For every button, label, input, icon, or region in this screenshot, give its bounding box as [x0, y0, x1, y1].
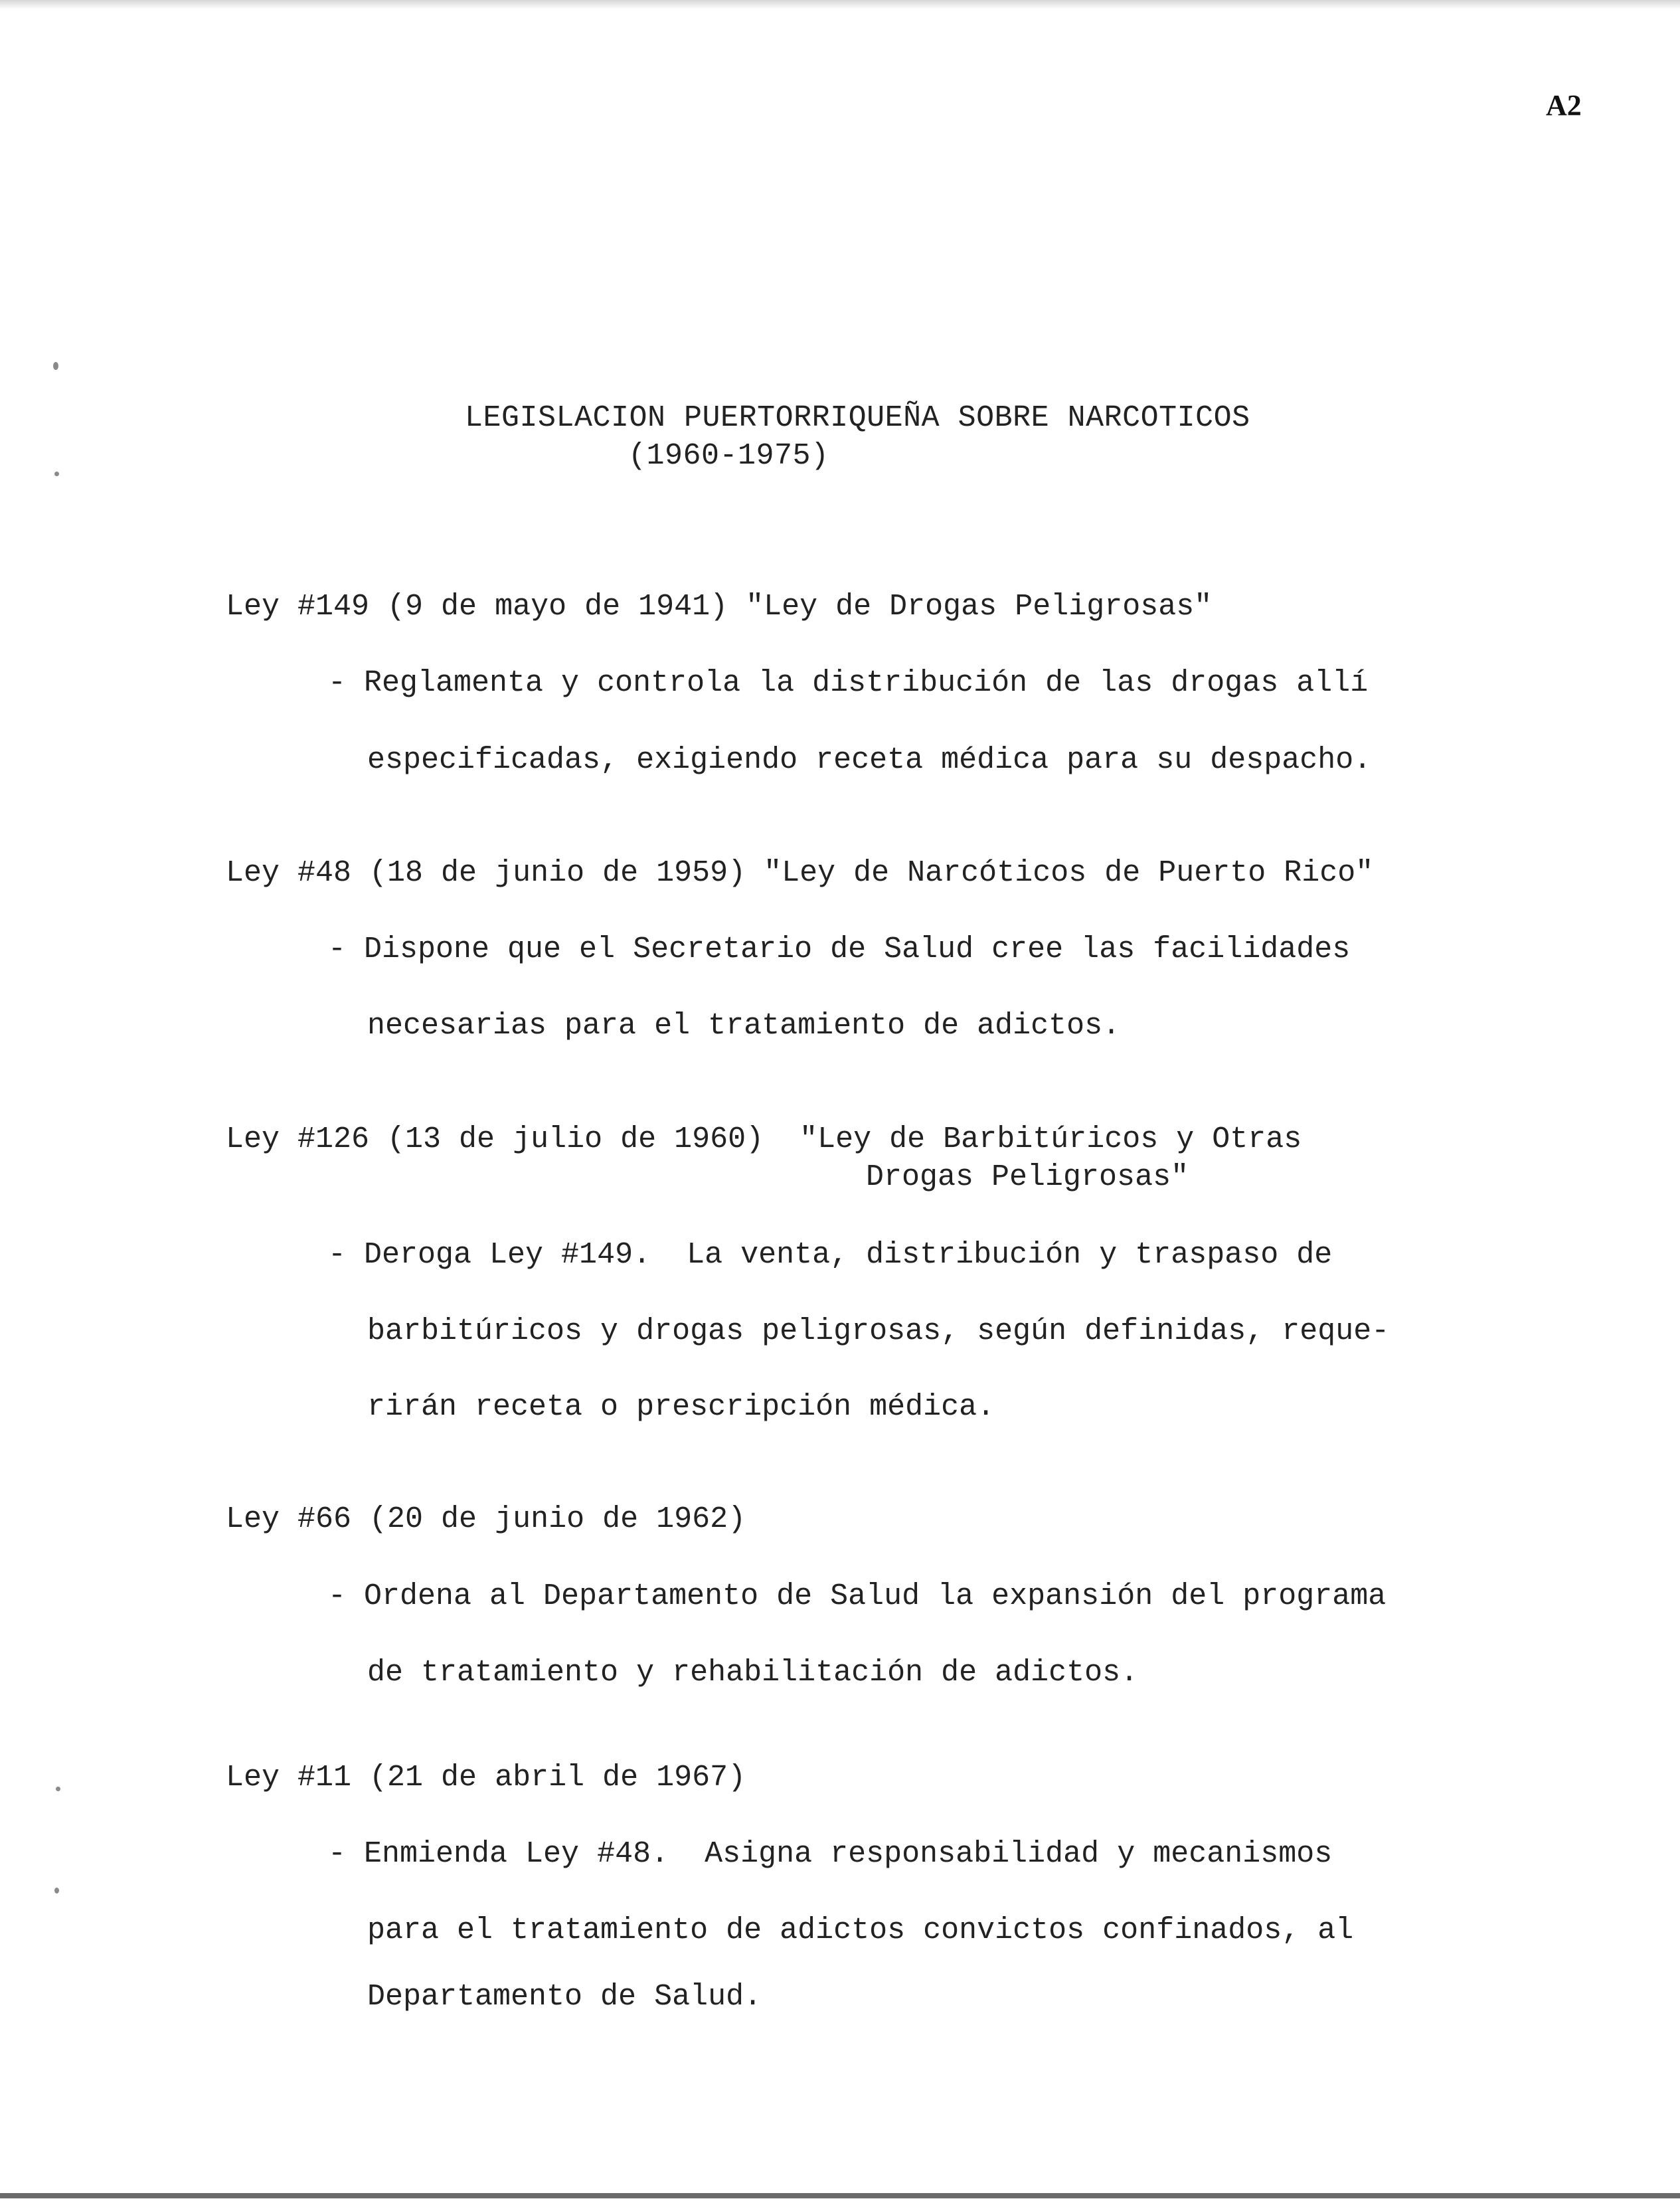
law-description-line: - Dispone que el Secretario de Salud cree las facilidades [328, 932, 1351, 966]
law-heading: Ley #126 (13 de julio de 1960) "Ley de Barbitúricos y Otras [226, 1122, 1302, 1156]
law-description-line: de tratamiento y rehabilitación de adictos. [367, 1656, 1139, 1690]
law-heading: Ley #11 (21 de abril de 1967) [226, 1761, 746, 1795]
law-description-line: - Deroga Ley #149. La venta, distribución y traspaso de [328, 1238, 1333, 1272]
scan-speck [56, 1787, 60, 1791]
law-description-line: rirán receta o prescripción médica. [367, 1390, 995, 1424]
scan-speck [54, 472, 59, 476]
scan-speck [53, 362, 58, 370]
law-description-line: - Ordena al Departamento de Salud la expansión del programa [328, 1579, 1386, 1613]
law-description-line: para el tratamiento de adictos convictos confinados, al [367, 1913, 1354, 1947]
law-description-line: necesarias para el tratamiento de adictos. [367, 1009, 1121, 1043]
law-heading: Ley #66 (20 de junio de 1962) [226, 1502, 746, 1536]
scan-top-edge [0, 0, 1680, 9]
law-description-line: barbitúricos y drogas peligrosas, según definidas, reque- [367, 1314, 1390, 1348]
law-heading: Ley #48 (18 de junio de 1959) "Ley de Narcóticos de Puerto Rico" [226, 856, 1374, 890]
document-title: LEGISLACION PUERTORRIQUEÑA SOBRE NARCOTICOS [465, 401, 1250, 435]
scan-speck [54, 1888, 59, 1894]
page-number: A2 [1546, 89, 1582, 122]
law-description-line: Departamento de Salud. [367, 1980, 762, 2014]
document-subtitle: (1960-1975) [628, 439, 829, 473]
law-heading-continuation: Drogas Peligrosas" [866, 1160, 1189, 1194]
law-description-line: especificadas, exigiendo receta médica para su despacho. [367, 743, 1372, 777]
law-heading: Ley #149 (9 de mayo de 1941) "Ley de Drogas Peligrosas" [226, 590, 1213, 624]
law-description-line: - Enmienda Ley #48. Asigna responsabilidad y mecanismos [328, 1837, 1333, 1871]
scan-bottom-edge [0, 2193, 1680, 2198]
law-description-line: - Reglamenta y controla la distribución de las drogas allí [328, 666, 1369, 700]
